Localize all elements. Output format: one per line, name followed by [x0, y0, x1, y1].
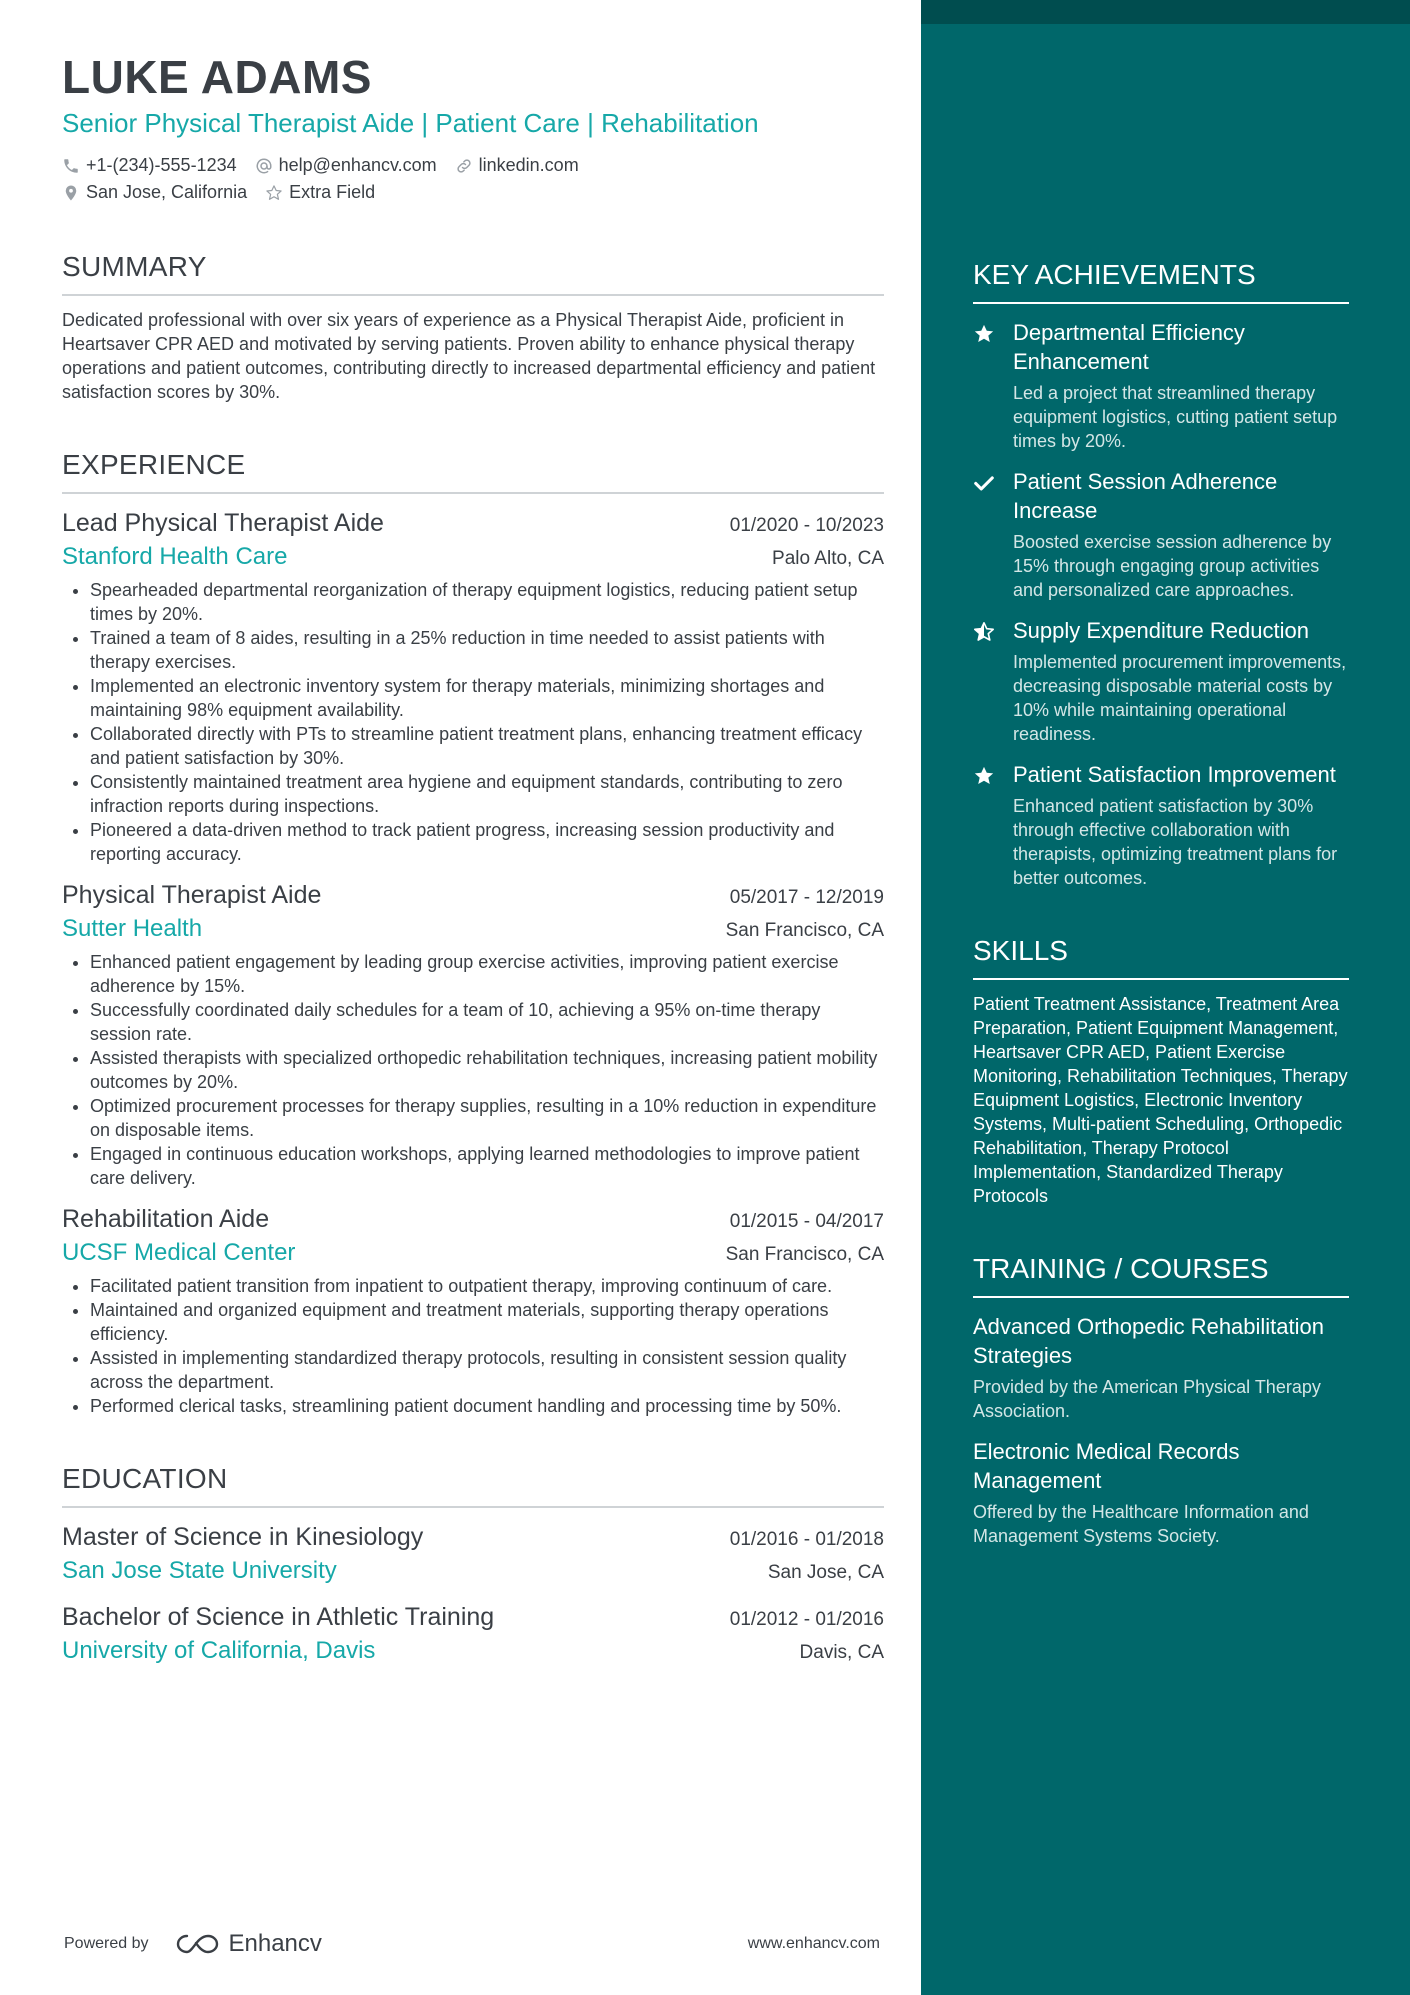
- sidebar-top-band: [921, 0, 1410, 24]
- star-icon: [973, 323, 995, 345]
- candidate-headline: Senior Physical Therapist Aide | Patient Care | Rehabilitation: [62, 108, 759, 138]
- summary-text: Dedicated professional with over six years of experience as a Physical Therapist Aide, proficient in Heartsaver CPR AED and motivated by serving patients. Proven ability to enhance physical therapy operations and patient outcomes, contributing directly to increased departmental efficiency and patient satisfaction scores by 30%.: [62, 310, 876, 402]
- job-company: UCSF Medical Center: [62, 1239, 296, 1266]
- achievement-item: [973, 467, 1349, 602]
- job-bullets: [62, 950, 884, 1190]
- achievement-desc: Implemented procurement improvements, decreasing disposable material costs by 10% while maintaining operational readiness.: [1013, 652, 1347, 744]
- degree: Master of Science in Kinesiology: [62, 1523, 424, 1551]
- job-company: Stanford Health Care: [62, 543, 288, 570]
- link-icon: [455, 157, 473, 175]
- job-title: Lead Physical Therapist Aide: [62, 509, 384, 537]
- brand-name: Enhancv: [228, 1930, 322, 1957]
- bullet-item: • Assisted in implementing standardized therapy protocols, resulting in consistent session quality across the department.: [90, 1346, 884, 1394]
- achievement-item: [973, 318, 1349, 453]
- contact-extra: [265, 182, 375, 203]
- bullet-item: • Trained a team of 8 aides, resulting in a 25% reduction in time needed to assist patients with therapy exercises.: [90, 626, 884, 674]
- contact-phone: [62, 155, 237, 176]
- achievement-item: [973, 760, 1349, 890]
- contact-email[interactable]: [255, 155, 437, 176]
- bullet-item: • Optimized procurement processes for therapy supplies, resulting in a 10% reduction in expenditure on disposable items.: [90, 1094, 884, 1142]
- location-text: San Jose, California: [86, 182, 248, 202]
- bullet-item: • Facilitated patient transition from inpatient to outpatient therapy, improving continuum of care.: [90, 1274, 884, 1298]
- school: San Jose State University: [62, 1557, 337, 1584]
- course-item: [973, 1312, 1349, 1423]
- bullet-item: • Pioneered a data-driven method to track patient progress, increasing session productivity and reporting accuracy.: [90, 818, 884, 866]
- job-bullets: [62, 1274, 884, 1418]
- achievement-title: Patient Session Adherence Increase: [1013, 469, 1278, 523]
- achievement-item: [973, 616, 1349, 746]
- bullet-item: • Performed clerical tasks, streamlining patient document handling and processing time by 50%.: [90, 1394, 884, 1418]
- bullet-item: • Maintained and organized equipment and treatment materials, supporting therapy operations efficiency.: [90, 1298, 884, 1346]
- education-title: EDUCATION: [62, 1462, 884, 1508]
- email-text: help@enhancv.com: [278, 155, 437, 175]
- education-entry: [62, 1520, 884, 1588]
- school: University of California, Davis: [62, 1637, 376, 1664]
- achievement-desc: Boosted exercise session adherence by 15% through engaging group activities and personalized care approaches.: [1013, 532, 1332, 600]
- bullet-item: • Spearheaded departmental reorganization of therapy equipment logistics, reducing patient setup times by 20%.: [90, 578, 884, 626]
- job-company: Sutter Health: [62, 915, 203, 942]
- infinity-logo-icon: [175, 1932, 221, 1956]
- summary-section: [62, 250, 884, 404]
- achievements-title: KEY ACHIEVEMENTS: [973, 258, 1349, 304]
- candidate-name: LUKE ADAMS: [62, 51, 372, 103]
- job-entry: [62, 1202, 884, 1418]
- job-title: Physical Therapist Aide: [62, 881, 322, 909]
- job-location: San Francisco, CA: [725, 920, 884, 941]
- location-pin-icon: [62, 184, 80, 202]
- extra-field-text: Extra Field: [289, 182, 376, 202]
- course-desc: Offered by the Healthcare Information and Management Systems Society.: [973, 1502, 1309, 1546]
- contact-location: [62, 182, 247, 203]
- job-dates: 05/2017 - 12/2019: [729, 887, 884, 908]
- contact-linkedin[interactable]: [455, 155, 579, 176]
- bullet-item: • Consistently maintained treatment area hygiene and equipment standards, contributing to zero infraction reports during inspections.: [90, 770, 884, 818]
- footer: [64, 1930, 880, 1958]
- achievement-title: Departmental Efficiency Enhancement: [1013, 320, 1245, 374]
- education-dates: 01/2012 - 01/2016: [729, 1609, 884, 1630]
- achievement-title: Patient Satisfaction Improvement: [1013, 762, 1336, 787]
- powered-by-label: Powered by: [64, 1935, 149, 1952]
- footer-url[interactable]: www.enhancv.com: [747, 1935, 880, 1952]
- achievement-desc: Enhanced patient satisfaction by 30% through effective collaboration with therapists, optimizing treatment plans for better outcomes.: [1013, 796, 1338, 888]
- course-title: Electronic Medical Records Management: [973, 1439, 1240, 1493]
- degree: Bachelor of Science in Athletic Training: [62, 1603, 495, 1631]
- skills-section: [973, 934, 1349, 1208]
- education-entry: [62, 1600, 884, 1668]
- phone-text: +1-(234)-555-1234: [86, 155, 237, 175]
- job-dates: 01/2015 - 04/2017: [729, 1211, 884, 1232]
- bullet-item: • Enhanced patient engagement by leading group exercise activities, improving patient exercise adherence by 15%.: [90, 950, 884, 998]
- school-location: San Jose, CA: [767, 1562, 884, 1583]
- star-outline-icon: [265, 184, 283, 202]
- skills-title: SKILLS: [973, 934, 1349, 980]
- bullet-item: • Assisted therapists with specialized orthopedic rehabilitation techniques, increasing patient mobility outcomes by 20%.: [90, 1046, 884, 1094]
- contact-info: [62, 152, 884, 206]
- job-entry: [62, 878, 884, 1190]
- achievement-title: Supply Expenditure Reduction: [1013, 618, 1309, 643]
- education-dates: 01/2016 - 01/2018: [729, 1529, 884, 1550]
- job-location: San Francisco, CA: [725, 1244, 884, 1265]
- bullet-item: • Collaborated directly with PTs to streamline patient treatment plans, enhancing treatment efficacy and patient satisfaction by 30%.: [90, 722, 884, 770]
- achievements-section: [973, 258, 1349, 890]
- sidebar: [921, 0, 1410, 1995]
- experience-section: [62, 448, 884, 1418]
- bullet-item: • Engaged in continuous education workshops, applying learned methodologies to improve patient care delivery.: [90, 1142, 884, 1190]
- course-desc: Provided by the American Physical Therapy Association.: [973, 1377, 1321, 1421]
- school-location: Davis, CA: [799, 1642, 884, 1663]
- check-icon: [973, 472, 995, 494]
- summary-title: SUMMARY: [62, 250, 884, 296]
- at-icon: [255, 157, 273, 175]
- course-item: [973, 1437, 1349, 1548]
- achievement-desc: Led a project that streamlined therapy equipment logistics, cutting patient setup times by 20%.: [1013, 383, 1338, 451]
- course-title: Advanced Orthopedic Rehabilitation Strategies: [973, 1314, 1325, 1368]
- linkedin-text: linkedin.com: [478, 155, 579, 175]
- star-icon: [973, 765, 995, 787]
- training-section: [973, 1252, 1349, 1548]
- main-column: [62, 50, 884, 1668]
- powered-by: [64, 1930, 322, 1958]
- skills-text: Patient Treatment Assistance, Treatment Area Preparation, Patient Equipment Management, Heartsaver CPR AED, Patient Exercise Monitoring, Rehabilitation Techniques, Therapy Equipment Logistics, Electronic Inventory Systems, Multi-patient Scheduling, Orthopedic Rehabilitation, Therapy Protocol Implementation, Standardized Therapy Protocols: [973, 994, 1348, 1206]
- training-title: TRAINING / COURSES: [973, 1252, 1349, 1298]
- bullet-item: • Successfully coordinated daily schedules for a team of 10, achieving a 95% on-time therapy session rate.: [90, 998, 884, 1046]
- phone-icon: [62, 157, 80, 175]
- experience-title: EXPERIENCE: [62, 448, 884, 494]
- bullet-item: • Implemented an electronic inventory system for therapy materials, minimizing shortages and maintaining 98% equipment availability.: [90, 674, 884, 722]
- job-title: Rehabilitation Aide: [62, 1205, 270, 1233]
- job-dates: 01/2020 - 10/2023: [729, 515, 884, 536]
- job-bullets: [62, 578, 884, 866]
- brand-logo[interactable]: [175, 1930, 322, 1958]
- star-half-icon: [973, 621, 995, 643]
- job-location: Palo Alto, CA: [772, 548, 884, 569]
- education-section: [62, 1462, 884, 1668]
- job-entry: [62, 506, 884, 866]
